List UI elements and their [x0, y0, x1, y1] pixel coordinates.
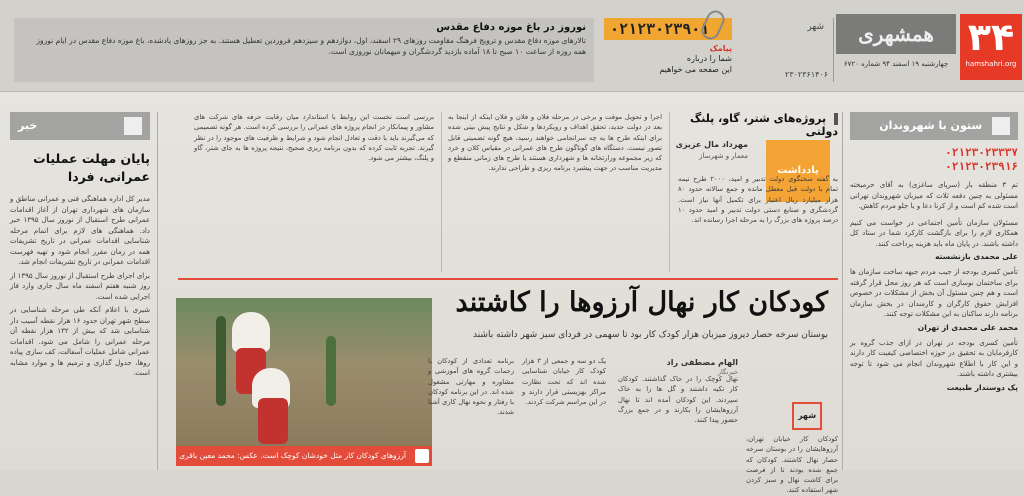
sms-line-1: شما را درباره	[686, 54, 732, 63]
opinion-author-role: معمار و شهرساز	[699, 152, 748, 160]
section-red-rule	[178, 278, 838, 280]
tree-shape	[326, 336, 336, 406]
article-column-1: نهال کوچک را در خاک گذاشتند. کودکان کار تکیه داشتند و گل ها را به خاک سپردند. این کودکان آمده اند تا نهال آرزوهایشان را بکارند و در جمع بزرگ حضور پیدا کنند.	[618, 375, 738, 425]
news-paragraph: مدیر کل اداره هماهنگی فنی و عمرانی مناطق و سازمان های شهرداری تهران از آغاز اقدامات عمرانی طرح استقبال از نوروز سال ۱۳۹۵ خبر داد. هماهنگی های لازم برای اتمام مرحله شناسایی اقدامات عمرانی در تاریخ تشریفات همه در زمان مقرر انجام شود و تهیه فهرست اقدامات عمرانی در تاریخ تشریفات انجام شد.	[10, 195, 151, 266]
citizens-item-sign: علی محمدی بازنشسته	[935, 252, 1018, 261]
opinion-title	[678, 112, 838, 138]
news-column-title: پایان مهلت عملیات عمرانی، فردا	[33, 151, 150, 184]
column-rule	[669, 112, 670, 272]
camera-icon	[415, 449, 429, 463]
column-divider	[842, 112, 843, 470]
sms-number: ۰۲۱۲۳۰۲۳۹۰۱	[604, 18, 732, 40]
citizens-item-text: تأمین کسری بودجه در تهران در ازای جذب گروه بر کارفرمایان به تحقیق در حوزه اختصاصی کیفیت کار دارند و این کار با اطلاع شهروندان انجام می شود تا توجه بیشتری داشته باشند.	[850, 338, 1018, 378]
page-number-badge	[960, 14, 1022, 80]
section-code: ۲۳۰۲۳۶۱۴۰۶	[785, 70, 828, 79]
news-paragraph: شیری با اعلام آنکه طی مرحله شناسایی در سطح شهر تهران حدود ۱۶ هزار نقطه آسیب دار شناسایی شد که بیش از ۱۳۲ هزار نقطه آن مرحله عمرانی را شامل می شود. اقدامات عمرانی شامل عملیات آسفالت، کف سازی پیاده روها، جدول گذاری و ترمیم ها و موارد مشابه است.	[10, 306, 151, 377]
paper-logo: همشهری	[836, 14, 956, 54]
citizens-column-title: ستون با شهروندان	[879, 119, 983, 132]
header-divider	[833, 18, 834, 82]
news-brief-box	[14, 18, 594, 82]
citizens-item-text: تم ۳ منطقه بار (سرپای ساغزی) به آقای حرمیخته مسئولی به چنین دفعه ثلاث که میزبان شهروندان تهرانی است شده کم است و از کرنا دعا و یا جلو مردم کاهش.	[850, 181, 1018, 210]
sms-line-2: این صفحه می خواهیم	[659, 65, 732, 74]
city-tag: شهر	[792, 402, 822, 430]
article-author: الهام مصطفی راد	[666, 358, 738, 367]
main-subheadline: بوستان سرخه حصار دیروز میزبان هزار کودک کار بود تا سهمی در فردای سبز شهر داشته باشند	[472, 330, 828, 340]
page-header	[0, 0, 1024, 92]
column-rule	[441, 112, 442, 272]
column-divider	[157, 112, 158, 470]
opinion-label-box: یادداشت	[766, 140, 830, 202]
news-brief-title: نوروز در باغ موزه دفاع مقدس	[436, 22, 586, 33]
news-paragraph: برای اجرای طرح استقبال از نوروز سال ۱۳۹۵ از روز شنبه هفتم اسفند ماه سال جاری وارد فاز اجرایی شده است.	[10, 271, 150, 301]
child-figure-body	[258, 398, 288, 444]
news-column	[10, 112, 150, 470]
citizens-column	[850, 112, 1018, 470]
center-area	[166, 112, 839, 495]
news-brief-text: تالارهای موزه دفاع مقدس و ترویج فرهنگ مقاومت روزهای ۲۹ اسفند، اول، دوازدهم و سیزدهم فروردین تعطیل هستند. به جز روزهای یادشده، باغ موزه دفاع مقدس در ایام نوروز همه روزه از ساعت ۱۰ صبح تا ۱۸ آماده بازدید گردشگران و میهمانان نوروزی است.	[36, 36, 586, 56]
sms-label: پیامک	[709, 44, 732, 53]
column-marker-icon	[124, 117, 142, 135]
title-bar-icon	[834, 113, 838, 125]
citizens-phone-1: ۰۲۱۲۳۰۲۳۳۳۷	[945, 146, 1018, 159]
opinion-author: مهرداد مال عزیزی	[675, 140, 748, 149]
citizens-item-text: مسئولان سازمان تأمین اجتماعی در خواست می کنیم همکاری لازم را برای بازگشت کارکرد شما در ستاد کل داشته باشند. در پایان ماه باید هزینه پرداخت کنند.	[850, 218, 1018, 248]
column-marker-icon	[992, 117, 1010, 135]
page-number: ۳۴	[967, 15, 1015, 59]
citizens-item-sign: محمد علی محمدی از تهران	[917, 322, 1018, 332]
citizens-item-text: تأمین کسری بودجه از جیب مردم جبهه ساخت سازمان ها برای ساختمان نوسازی است که هر روز محل قرار گرفته است و هم چنین مسئول آن بخش از مشکلات در خصوص افزایش حقوق کارگران و کارمندان در بخش سازمان برنامه دارند ساکنان به این مشکلات توجه کنند.	[850, 268, 1018, 318]
tree-shape	[216, 316, 226, 406]
opinion-column-3: بررسی است نخست این روابط با استاندارد میان رقابت حرفه های شرکت های مشاور و پیمانکار در انجام پروژه های عمرانی را بررسی کرده است. هر گونه تصمیمی که می‌گیرند باید با دقت و تعادل انجام شود و شرایط و ظرفیت های موجود را در نظر گیرند. تجربه ثابت کرده که بدون برنامه ریزی صحیح، نتیجه پروژه ها به جای شتر، گاو و پلنگ، بیشتر می شود.	[194, 113, 434, 163]
opinion-column-2: اجرا و تحویل موقت و برخی در مرحله فلان و فلان و فلان اینکه از اینجا به بعد در دولت جدید، تحقق اهداف و رویکردها و شکل و نتایج پیش بینی شده برای اینکه طرح ها به چه سرانجامی خواهند رسید، هیچ گونه تضمینی قابل تصور نیست. دستگاه های گوناگون طرح های عمرانی در مقیاس کلان و خرد که زیر مجموعه وزارتخانه ها و شهرداری هستند یا طرح های زمانی منقطع و مدیریت مناسب در جهت پیشبرد برنامه ریزی و طراحی ندارند.	[448, 113, 662, 173]
citizens-item-sign: پک دوستدار طبیعت	[946, 382, 1018, 392]
citizens-phone-numbers	[850, 146, 1018, 174]
section-name: شهر	[807, 22, 824, 32]
paper-date: چهارشنبه ۱۹ اسفند ۹۴ شماره ۶۷۲۰	[843, 60, 949, 68]
article-author-role: خبرنگار	[717, 368, 738, 376]
opinion-title-text: پروژه‌های شتر، گاو، پلنگ دولتی	[689, 112, 838, 138]
news-column-label: خبر	[18, 119, 38, 132]
citizens-column-head	[850, 112, 1018, 140]
opinion-column-1: به گفته سخنگوی دولت تدبیر و امید، ۲۰۰۰ طرح نیمه تمام با دولت قبل معطل مانده و جمع سالانه حدود ۸۰ هزار میلیارد ریال اعتبار برای تکمیل آنها نیاز است. گردشگری و صنایع دستی دولت تدبیر و امید حدود ۱۰ درصد پروژه های بزرگ را به مرحله اجرا رسانده اند.	[678, 175, 839, 225]
article-column-3: برنامه تعدادی از کودکان با زحمات گروه های آموزشی و مشاوره و مهارتی مشغول شده اند. در این برنامه کودکان با رفتار و نحوه نهال کاری آشنا شدند.	[428, 357, 514, 417]
citizens-phone-2: ۰۲۱۲۳۰۲۳۹۱۶	[945, 160, 1018, 173]
child-figure-head	[232, 312, 270, 352]
city-text: کودکان کار خیابان تهران، آرزوهایشان را در بوستان سرخه حصار نهال کاشتند. کودکان که جمع شده بودند تا از فرصت برای کاشت نهال و سبز کردن شهر استفاده کنند.	[746, 435, 838, 495]
page-number-caption: hamshahri.org	[965, 60, 1017, 68]
photo-caption	[176, 446, 432, 466]
main-headline: کودکان کار نهال آرزوها را کاشتند	[455, 287, 828, 318]
citizens-items	[850, 180, 1018, 392]
photo-caption-text: آرزوهای کودکان کار مثل خودشان کوچک است. عکس: محمد معین باقری	[179, 451, 406, 460]
article-photo	[176, 298, 432, 446]
news-column-head	[10, 112, 150, 140]
article-column-2: یک دو سه و جمعی از ۳ هزار کودک کار خیابان شناسایی شده اند که تحت نظارت مراکز بهزیستی قرار دارند و در این مراسم شرکت کردند.	[522, 357, 606, 407]
